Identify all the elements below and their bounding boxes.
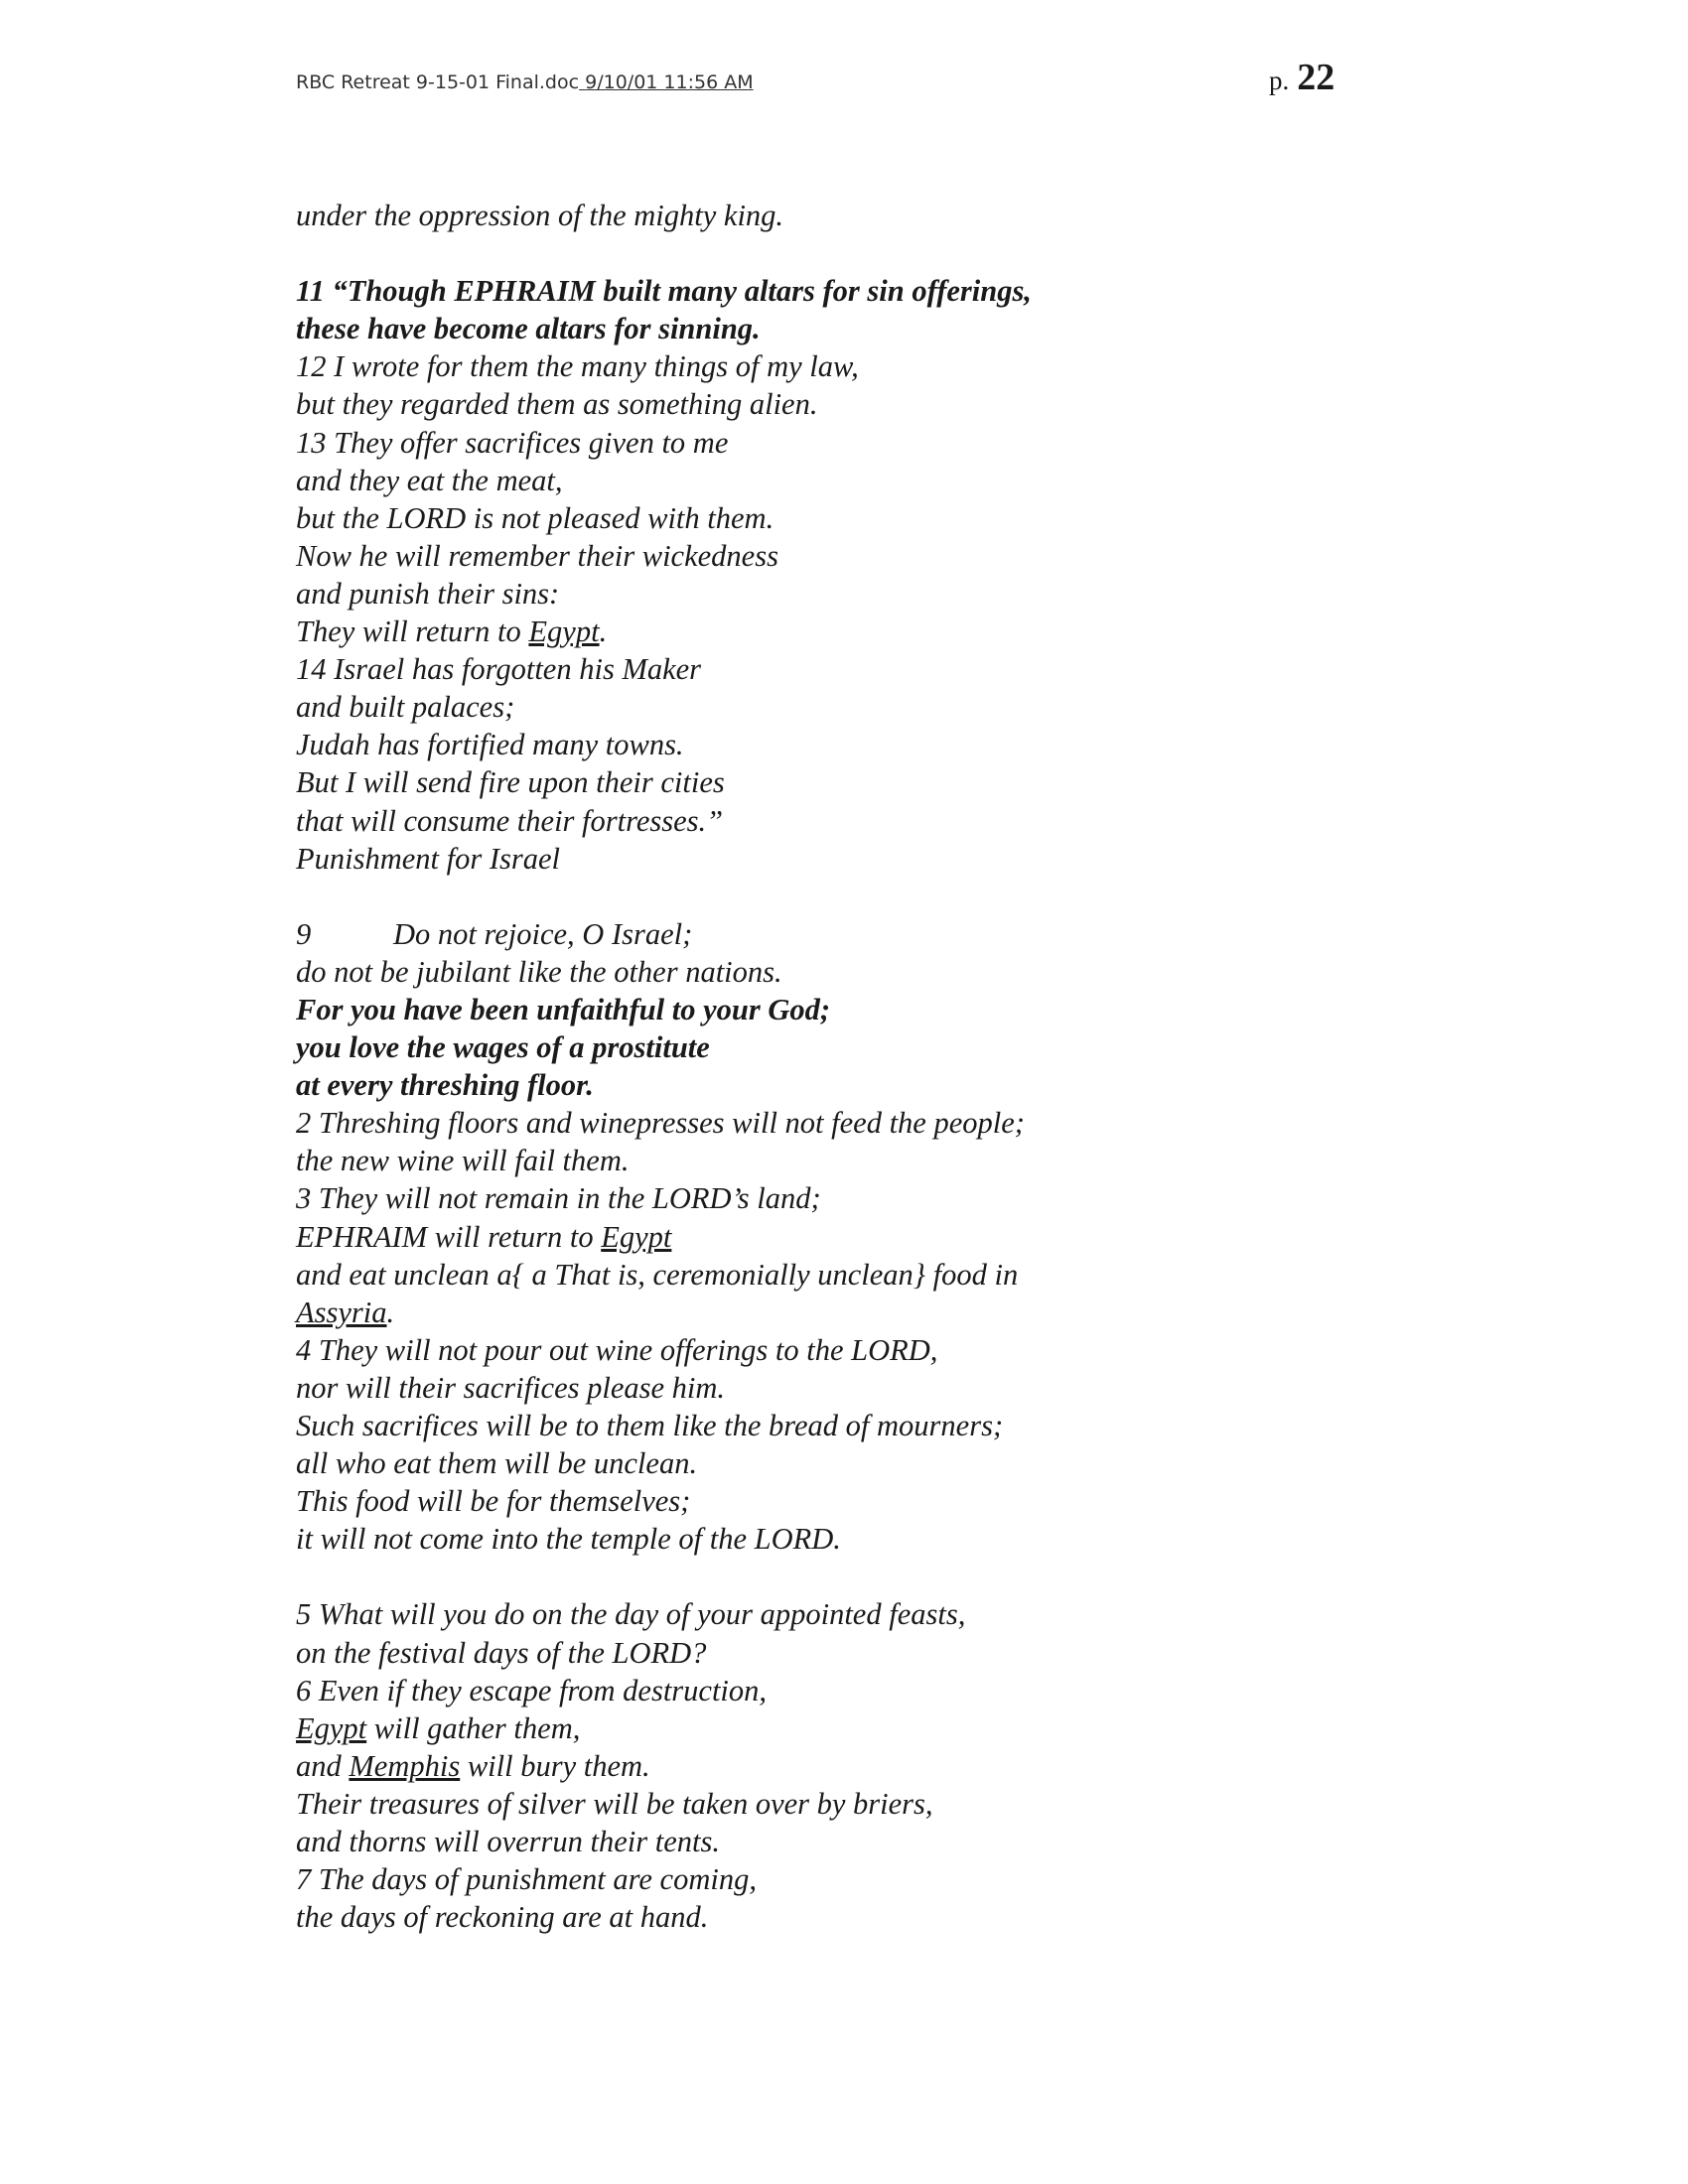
text-line: you love the wages of a prostitute	[296, 1030, 710, 1065]
text-line: it will not come into the temple of the LORD.	[296, 1522, 841, 1557]
document-timestamp: 9/10/01 11:56 AM	[585, 71, 754, 93]
text-line: but the LORD is not pleased with them.	[296, 500, 774, 535]
scripture-text	[296, 197, 1487, 1936]
text-line: 3 They will not remain in the LORD’s land;	[296, 1181, 821, 1216]
text-line: 5 What will you do on the day of your appointed feasts,	[296, 1597, 966, 1632]
text-line: Egypt will gather them,	[296, 1710, 581, 1745]
text-line: 12 I wrote for them the many things of my law,	[296, 349, 859, 384]
text-line: and thorns will overrun their tents.	[296, 1825, 720, 1859]
text-line: and Memphis will bury them.	[296, 1748, 650, 1783]
text-line: at every threshing floor.	[296, 1068, 594, 1103]
text-line: Such sacrifices will be to them like the bread of mourners;	[296, 1409, 1004, 1442]
page-label: p.	[1269, 66, 1290, 95]
text-line: 2 Threshing floors and winepresses will not feed the people;	[296, 1106, 1025, 1141]
text-line: 14 Israel has forgotten his Maker	[296, 652, 702, 687]
text-line: do not be jubilant like the other nations.	[296, 954, 782, 989]
text-line: 4 They will not pour out wine offerings to the LORD,	[296, 1332, 938, 1367]
text-line: on the festival days of the LORD?	[296, 1635, 707, 1670]
place-name: Egypt	[296, 1710, 367, 1745]
text-line: EPHRAIM will return to Egypt	[296, 1219, 672, 1254]
text-line: nor will their sacrifices please him.	[296, 1370, 726, 1405]
text-line: But I will send fire upon their cities	[296, 765, 725, 800]
text-line: Now he will remember their wickedness	[296, 538, 778, 573]
place-name: Egypt	[601, 1219, 672, 1254]
text-line: Judah has fortified many towns.	[296, 728, 684, 762]
text-line: and they eat the meat,	[296, 463, 563, 497]
text-line: Assyria.	[296, 1295, 395, 1329]
text-line: these have become altars for sinning.	[296, 312, 761, 346]
text-line: They will return to Egypt.	[296, 614, 608, 649]
section-heading: Punishment for Israel	[296, 841, 561, 876]
text-line: but they regarded them as something alien.	[296, 387, 818, 422]
text-line: 11 “Though EPHRAIM built many altars for sin offerings,	[296, 274, 1032, 309]
text-line: For you have been unfaithful to your God;	[296, 992, 831, 1026]
text-line: all who eat them will be unclean.	[296, 1446, 698, 1481]
text-line: 9 Do not rejoice, O Israel;	[296, 915, 1487, 953]
page-number: 22	[1297, 57, 1336, 98]
page-number-block	[1269, 56, 1335, 99]
stanza-gap	[296, 878, 1487, 915]
text-line: 6 Even if they escape from destruction,	[296, 1673, 768, 1707]
stanza-gap	[296, 234, 1487, 272]
place-name: Assyria	[296, 1295, 387, 1329]
place-name: Memphis	[349, 1748, 461, 1783]
page-header-left	[296, 71, 754, 93]
chapter-number: 9	[296, 916, 312, 951]
text-line: under the oppression of the mighty king.	[296, 199, 784, 232]
text-line: and built palaces;	[296, 690, 515, 725]
text-line: 13 They offer sacrifices given to me	[296, 425, 729, 460]
text-line: This food will be for themselves;	[296, 1484, 691, 1519]
text-line: and eat unclean a{ a That is, ceremonially unclean} food in	[296, 1257, 1019, 1292]
stanza-gap	[296, 1558, 1487, 1595]
text-line: the new wine will fail them.	[296, 1144, 630, 1178]
text-line: 7 The days of punishment are coming,	[296, 1862, 757, 1897]
document-filename: RBC Retreat 9-15-01 Final.doc	[296, 71, 580, 93]
text-line: Their treasures of silver will be taken over by briers,	[296, 1786, 933, 1821]
text-line: the days of reckoning are at hand.	[296, 1900, 709, 1935]
text-line: that will consume their fortresses.”	[296, 803, 724, 838]
place-name: Egypt	[528, 614, 600, 649]
text-line: and punish their sins:	[296, 576, 560, 611]
